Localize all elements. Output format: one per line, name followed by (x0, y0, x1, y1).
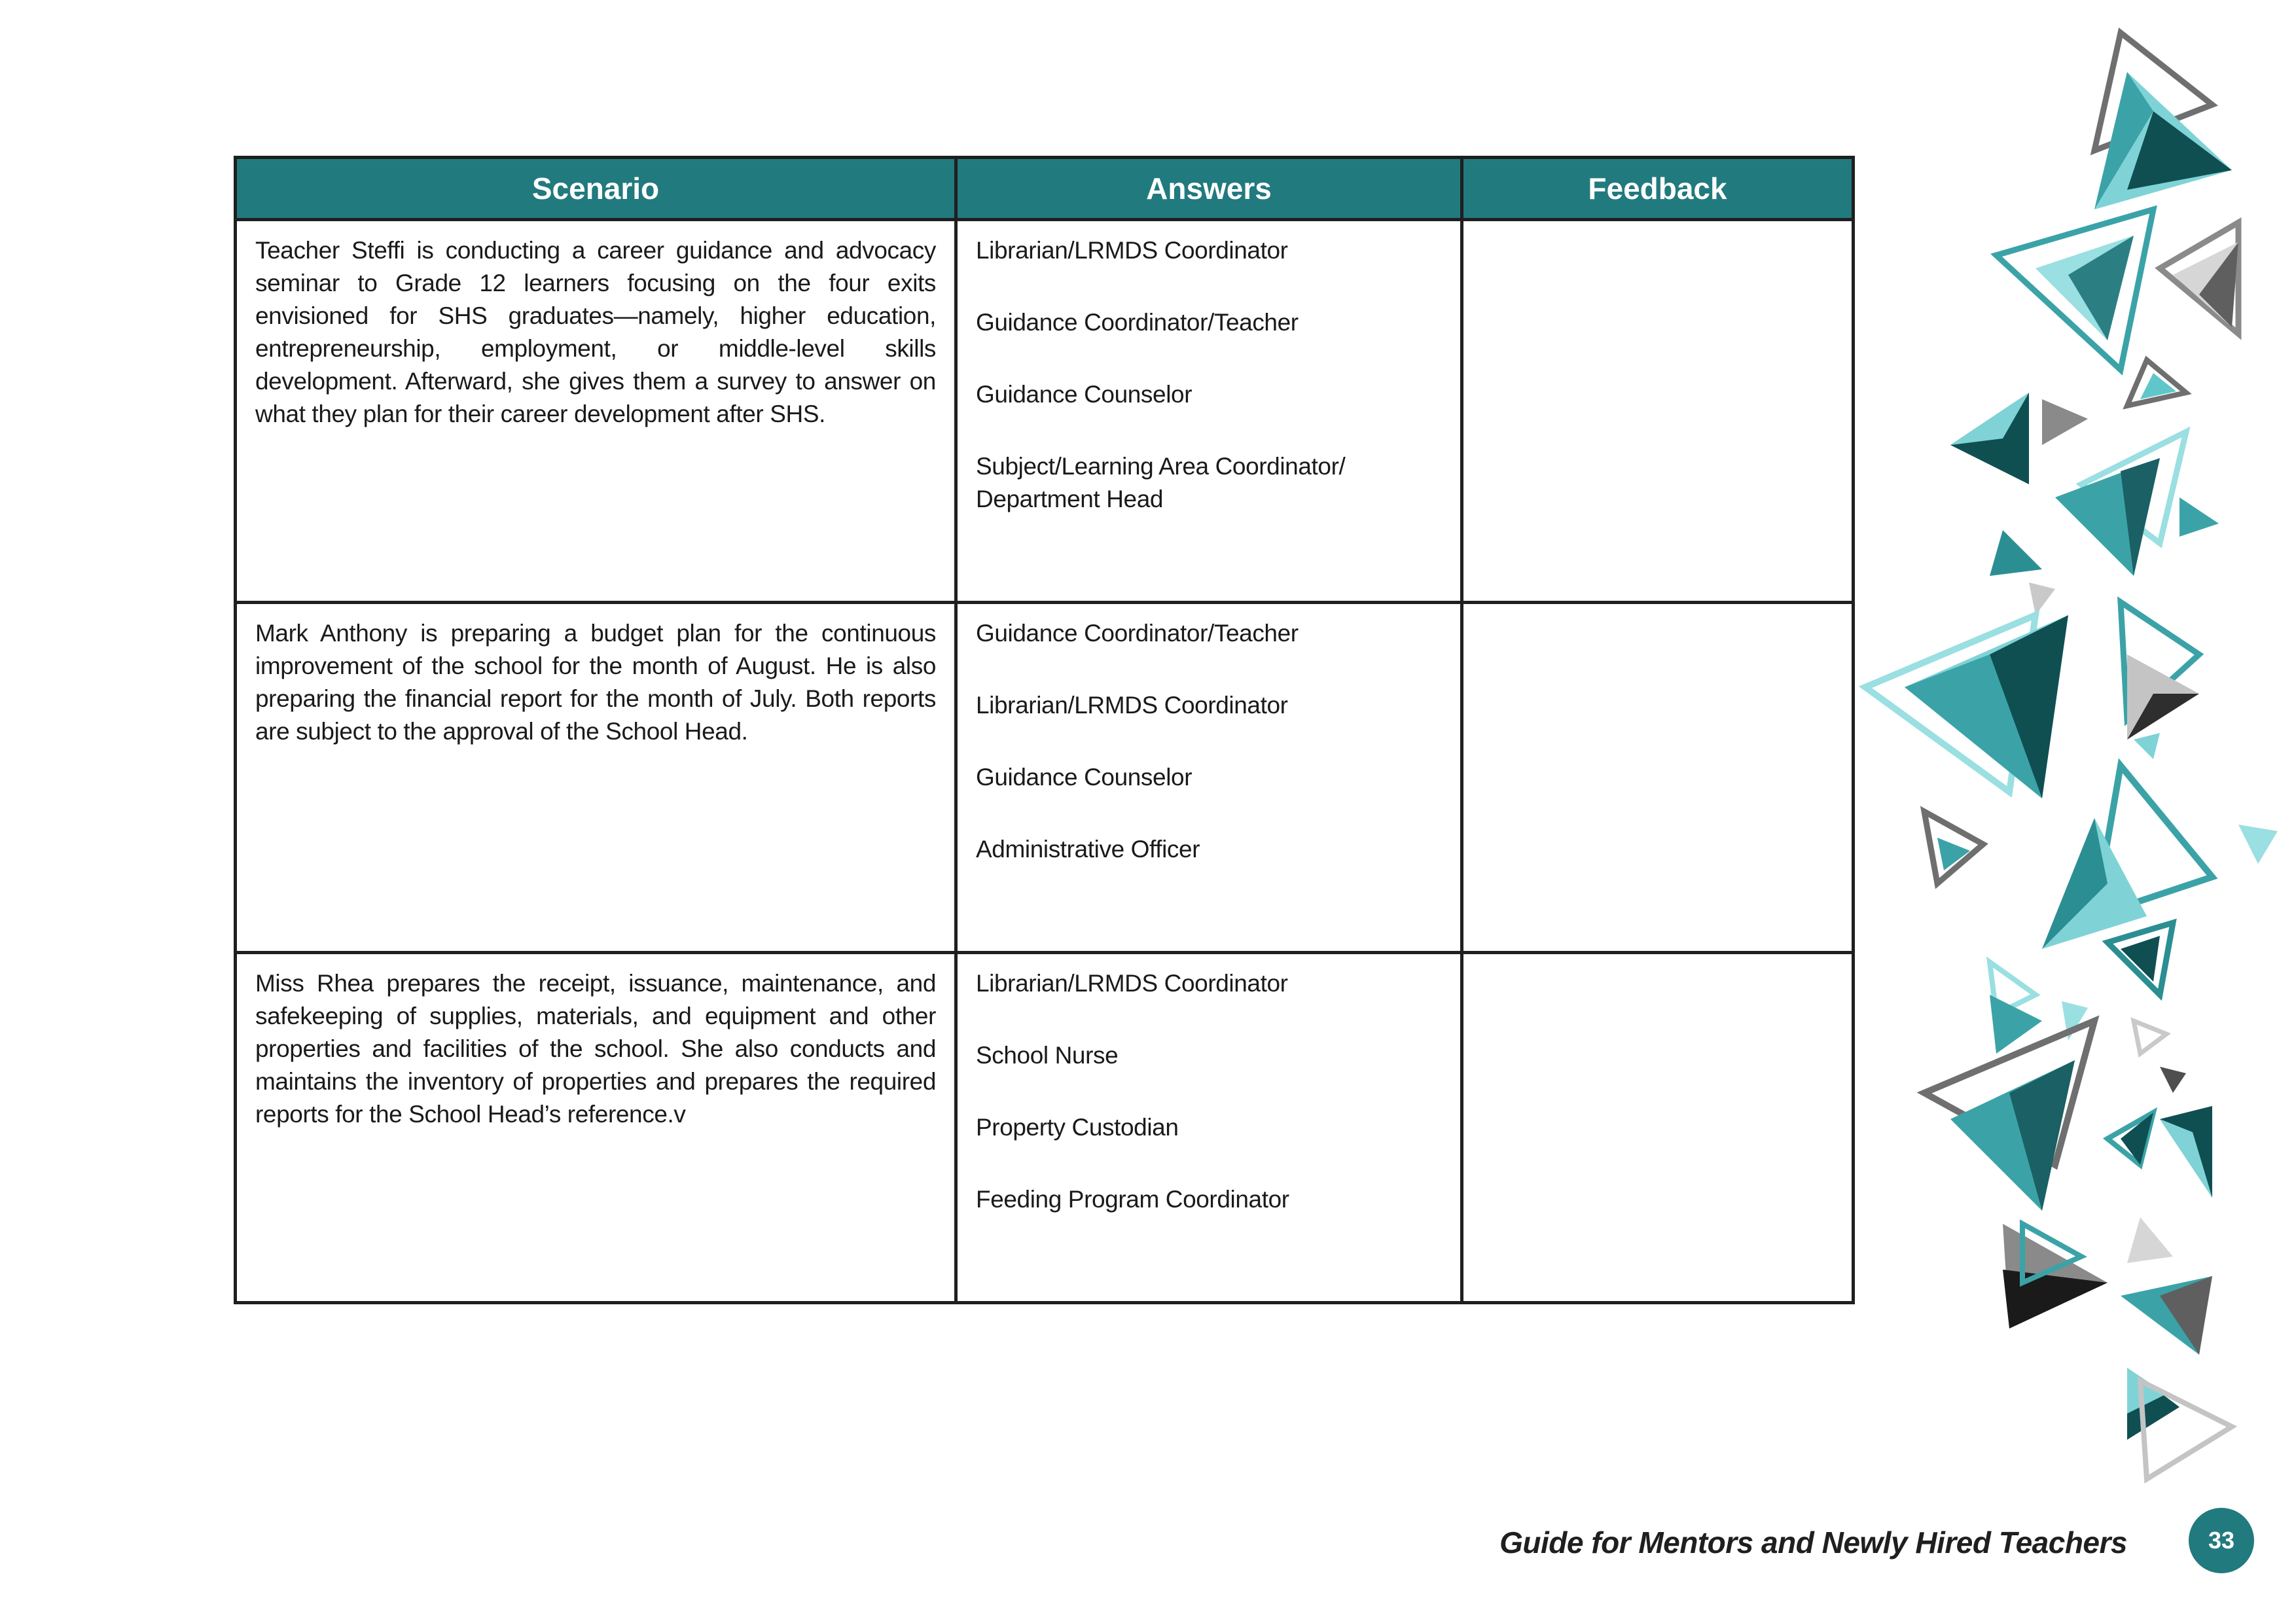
answers-cell (956, 220, 1462, 603)
answer-option[interactable]: Librarian/LRMDS Coordinator (976, 237, 1288, 264)
table-row (236, 603, 1854, 953)
header-answers: Answers (956, 158, 1462, 220)
page-number-badge: 33 (2189, 1508, 2254, 1573)
answer-option[interactable]: Librarian/LRMDS Coordinator (976, 970, 1288, 997)
scenario-text: Mark Anthony is preparing a budget plan for the continuous improvement of the school for the month of August. He is also preparing the financial report for the month of July. Both reports are subject to the approval of the School Head. (255, 620, 936, 745)
answer-option[interactable]: School Nurse (976, 1042, 1119, 1069)
scenario-table (234, 156, 1855, 1304)
answer-option[interactable]: Guidance Counselor (976, 381, 1193, 408)
answer-option[interactable]: Guidance Counselor (976, 764, 1193, 791)
feedback-cell[interactable] (1462, 220, 1854, 603)
answer-option[interactable]: Administrative Officer (976, 836, 1200, 863)
scenario-cell (236, 220, 956, 603)
answer-list (976, 617, 1442, 866)
table-header-row (236, 158, 1854, 220)
header-feedback: Feedback (1462, 158, 1854, 220)
table-row (236, 953, 1854, 1303)
answer-option[interactable]: Feeding Program Coordinator (976, 1186, 1289, 1213)
answers-cell (956, 603, 1462, 953)
header-scenario: Scenario (236, 158, 956, 220)
decorative-triangles (1846, 13, 2296, 1512)
answer-option[interactable]: Librarian/LRMDS Coordinator (976, 692, 1288, 719)
answer-list (976, 234, 1442, 516)
answer-option[interactable]: Property Custodian (976, 1114, 1179, 1141)
table-row (236, 220, 1854, 603)
scenario-cell (236, 953, 956, 1303)
answer-option[interactable]: Guidance Coordinator/Teacher (976, 309, 1299, 336)
answer-option[interactable]: Subject/Learning Area Coordinator/ Department Head (976, 453, 1346, 512)
answer-list (976, 967, 1442, 1216)
answer-option[interactable]: Guidance Coordinator/Teacher (976, 620, 1299, 647)
feedback-cell[interactable] (1462, 603, 1854, 953)
footer-title: Guide for Mentors and Newly Hired Teachers (1499, 1525, 2127, 1560)
answers-cell (956, 953, 1462, 1303)
scenario-text: Teacher Steffi is conducting a career guidance and advocacy seminar to Grade 12 learners focusing on the four exits envisioned for SHS graduates—namely, higher education, entrepreneurship, employment, or middle-level skills development. Afterward, she gives them a survey to answer on what they plan for their career development after SHS. (255, 237, 936, 427)
scenario-text: Miss Rhea prepares the receipt, issuance, maintenance, and safekeeping of supplies, materials, and equipment and other properties and facilities of the school. She also conducts and maintains the inventory of properties and prepares the required reports for the School Head’s reference.v (255, 970, 936, 1128)
feedback-cell[interactable] (1462, 953, 1854, 1303)
scenario-cell (236, 603, 956, 953)
